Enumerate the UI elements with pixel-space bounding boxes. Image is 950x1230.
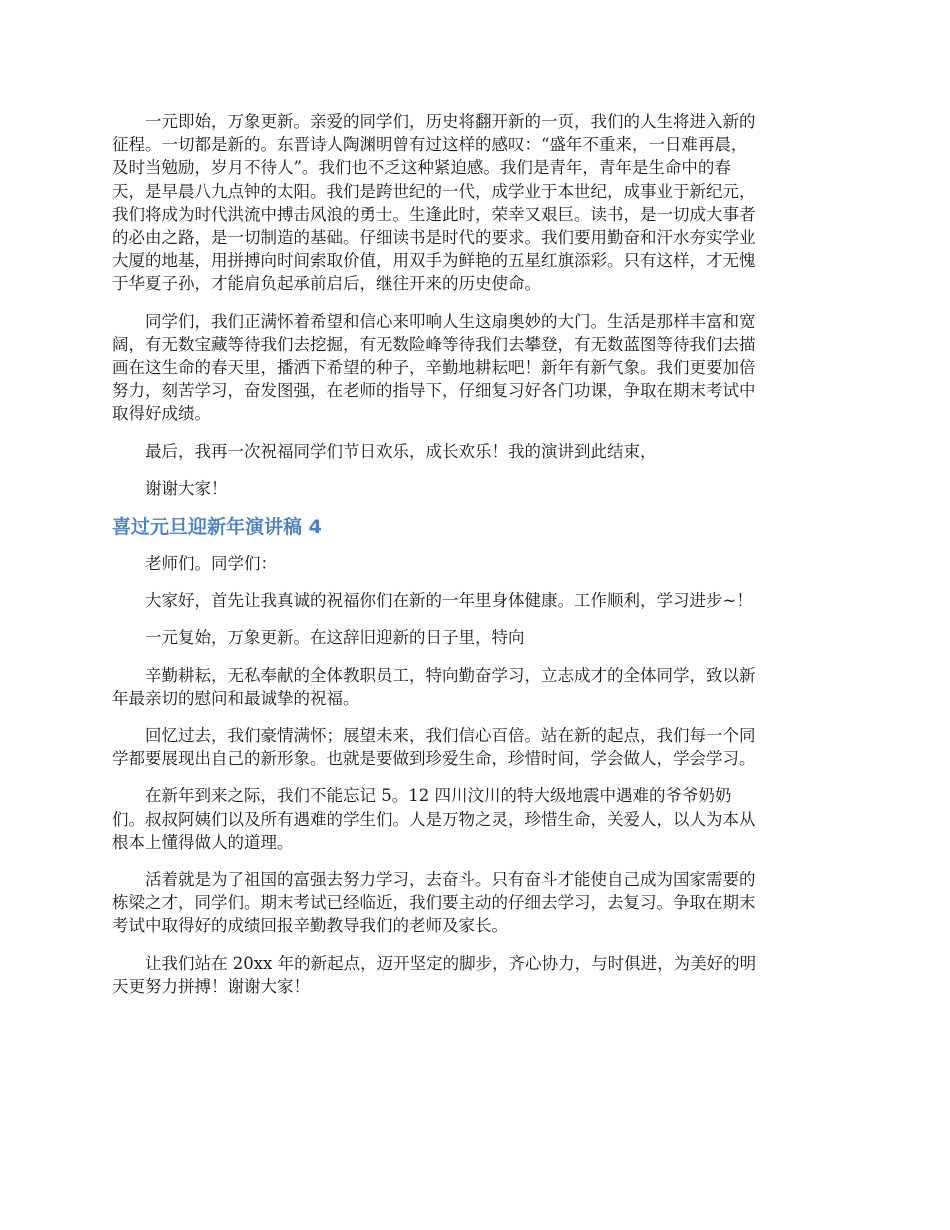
paragraph: 让我们站在 20xx 年的新起点，迈开坚定的脚步，齐心协力，与时俱进，为美好的明 天更努力拼搏！谢谢大家！ <box>112 953 757 996</box>
document-page <box>112 110 840 1012</box>
paragraph: 活着就是为了祖国的富强去努力学习，去奋斗。只有奋斗才能使自己成为国家需要的 栋梁之才，同学们。期末考试已经临近，我们要主动的仔细去学习，去复习。争取在期末 考试中取得好的成绩回报辛勤教导我们的老师及家长。 <box>112 870 756 936</box>
paragraph: 回忆过去，我们豪情满怀；展望未来，我们信心百倍。站在新的起点，我们每一个同 学都要展现出自己的新形象。也就是要做到珍爱生命，珍惜时间，学会做人，学会学习。 <box>112 726 756 769</box>
section-heading: 喜过元旦迎新年演讲稿 4 <box>112 516 322 539</box>
paragraph: 大家好，首先让我真诚的祝福你们在新的一年里身体健康。工作顺利，学习进步~！ <box>145 591 753 611</box>
paragraph: 在新年到来之际，我们不能忘记 5。12 四川汶川的特大级地震中遇难的爷爷奶奶 们。叔叔阿姨们以及所有遇难的学生们。人是万物之灵，珍惜生命，关爱人，以人为本从 根本上懂得做人的道理。 <box>112 786 756 852</box>
paragraph: 一元复始，万象更新。在这辞旧迎新的日子里，特向 <box>145 628 525 648</box>
paragraph: 辛勤耕耘，无私奉献的全体教职员工，特向勤奋学习，立志成才的全体同学，致以新 年最亲切的慰问和最诚挚的祝福。 <box>112 665 756 708</box>
paragraph: 老师们。同学们： <box>145 554 277 574</box>
paragraph: 最后，我再一次祝福同学们节日欢乐，成长欢乐！我的演讲到此结束， <box>145 441 657 461</box>
paragraph: 谢谢大家！ <box>145 478 228 498</box>
paragraph: 同学们，我们正满怀着希望和信心来叩响人生这扇奥妙的大门。生活是那样丰富和宽 阔，有无数宝藏等待我们去挖掘，有无数险峰等待我们去攀登，有无数蓝图等待我们去描 画在这生命的春天里，播洒下希望的种子，辛勤地耕耘吧！新年有新气象。我们更要加倍 努力，刻苦学习，奋发图强，在老师的指导下，仔细复习好各门功课，争取在期末考试中 取得好成绩。 <box>112 311 756 424</box>
paragraph: 一元即始，万象更新。亲爱的同学们，历史将翻开新的一页，我们的人生将进入新的 征程。一切都是新的。东晋诗人陶渊明曾有过这样的感叹：“盛年不重来，一日难再晨， 及时当勉励，岁月不待人”。我们也不乏这种紧迫感。我们是青年，青年是生命中的春 天，是早晨八九点钟的太阳。我们是跨世纪的一代，成学业于本世纪，成事业于新纪元， 我们将成为时代洪流中搏击风浪的勇士。生逢此时，荣幸又艰巨。读书，是一切成大事者 的必由之路，是一切制造的基础。仔细读书是时代的要求。我们要用勤奋和汗水夯实学业 大厦的地基，用拼搏向时间索取价值，用双手为鲜艳的五星红旗添彩。只有这样，才无愧 于华夏子孙，才能肩负起承前启后，继往开来的历史使命。 <box>112 112 756 294</box>
